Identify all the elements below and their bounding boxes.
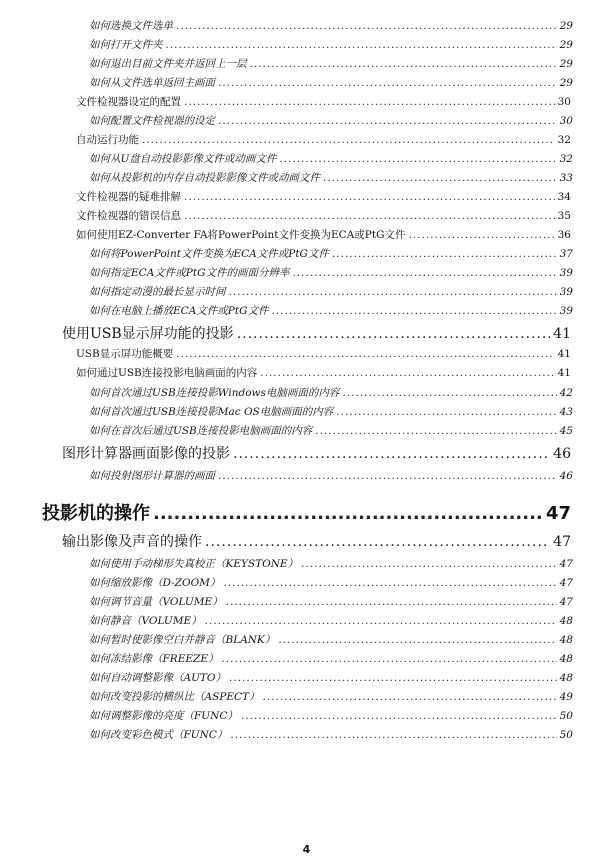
toc-entry-title: 如何改变彩色模式（FUNC） xyxy=(89,729,228,741)
toc-entry[interactable] xyxy=(0,305,573,317)
dot-leader xyxy=(184,191,555,203)
toc-entry[interactable] xyxy=(0,504,571,525)
toc-entry-page: 41 xyxy=(557,348,571,360)
dot-leader xyxy=(323,172,557,184)
toc-entry-title: 投影机的操作 xyxy=(42,503,150,524)
toc-entry-title: 如何调节音量（VOLUME） xyxy=(89,596,223,608)
toc-entry-page: 47 xyxy=(545,503,571,524)
toc-entry-page: 29 xyxy=(559,39,573,51)
dot-leader xyxy=(279,153,556,165)
dot-leader xyxy=(229,286,557,298)
toc-entry-title: 使用USB显示屏功能的投影 xyxy=(62,326,234,342)
toc-entry-title: 如何打开文件夹 xyxy=(89,39,163,51)
toc-entry-title: 如何缩放影像（D-ZOOM） xyxy=(89,577,221,589)
dot-leader xyxy=(263,691,557,703)
toc-entry-title: 如何在电脑上播放ECA文件或PtG文件 xyxy=(89,305,269,317)
toc-entry-page: 33 xyxy=(559,172,573,184)
toc-entry-page: 32 xyxy=(557,134,571,146)
toc-entry-title: 如何调整影像的亮度（FUNC） xyxy=(89,710,238,722)
toc-entry[interactable] xyxy=(0,153,573,165)
dot-leader xyxy=(301,558,557,570)
toc-entry-page: 48 xyxy=(559,615,573,627)
toc-entry[interactable] xyxy=(0,634,573,646)
toc-entry[interactable] xyxy=(0,615,573,627)
toc-entry-title: 如何指定ECA文件或PtG文件的画面分辨率 xyxy=(89,267,290,279)
dot-leader xyxy=(336,406,556,418)
toc-entry-title: 如何通过USB连接投影电脑画面的内容 xyxy=(76,367,258,379)
toc-entry-page: 29 xyxy=(559,20,573,32)
toc-entry-title: 自动运行功能 xyxy=(76,134,139,146)
toc-entry-page: 47 xyxy=(553,534,571,550)
toc-entry-page: 45 xyxy=(559,425,573,437)
toc-entry[interactable] xyxy=(0,172,573,184)
toc-entry[interactable] xyxy=(0,267,573,279)
dot-leader xyxy=(176,20,557,32)
toc-entry[interactable] xyxy=(0,58,573,70)
toc-entry-page: 48 xyxy=(559,653,573,665)
toc-entry-page: 35 xyxy=(557,210,571,222)
toc-entry-title: 如何自动调整影像（AUTO） xyxy=(89,672,227,684)
dot-leader xyxy=(292,267,556,279)
toc-entry[interactable] xyxy=(0,470,573,482)
toc-entry-title: 如何在首次后通过USB连接投影电脑画面的内容 xyxy=(89,425,313,437)
toc-entry-title: 如何首次通过USB连接投影Windows电脑画面的内容 xyxy=(89,387,340,399)
toc-entry[interactable] xyxy=(0,39,573,51)
toc-entry-page: 41 xyxy=(557,367,571,379)
toc-entry-page: 32 xyxy=(559,153,573,165)
toc-entry-title: 如何指定动漫的最长显示时间 xyxy=(89,286,226,298)
dot-leader xyxy=(218,77,557,89)
toc-entry-title: 如何选换文件选单 xyxy=(89,20,173,32)
toc-entry-title: 输出影像及声音的操作 xyxy=(62,534,202,550)
toc-entry-title: 如何从投影机的内存自动投影影像文件或动画文件 xyxy=(89,172,320,184)
toc-entry[interactable] xyxy=(0,406,573,418)
toc-entry[interactable] xyxy=(0,77,573,89)
toc-entry-page: 39 xyxy=(559,267,573,279)
toc-entry-title: 如何冻结影像（FREEZE） xyxy=(89,653,219,665)
toc-entry[interactable] xyxy=(0,134,571,146)
toc-entry[interactable] xyxy=(0,326,571,342)
page-number: 4 xyxy=(302,843,311,856)
toc-entry[interactable] xyxy=(0,115,573,127)
dot-leader xyxy=(205,615,557,627)
toc-entry-page: 39 xyxy=(559,305,573,317)
toc-entry[interactable] xyxy=(0,20,573,32)
toc-entry[interactable] xyxy=(0,191,571,203)
toc-entry[interactable] xyxy=(0,534,571,550)
toc-entry[interactable] xyxy=(0,387,573,399)
toc-entry[interactable] xyxy=(0,596,573,608)
toc-entry-page: 46 xyxy=(553,446,571,462)
toc-entry[interactable] xyxy=(0,691,573,703)
toc-entry-page: 30 xyxy=(557,96,571,108)
dot-leader xyxy=(205,534,550,550)
dot-leader xyxy=(332,248,557,260)
toc-entry-title: USB显示屏功能概要 xyxy=(76,348,174,360)
dot-leader xyxy=(223,577,556,589)
dot-leader xyxy=(176,348,554,360)
toc-entry-title: 如何退出目前文件夹并返回上一层 xyxy=(89,58,247,70)
toc-entry[interactable] xyxy=(0,425,573,437)
toc-entry-title: 如何静音（VOLUME） xyxy=(89,615,202,627)
toc-entry-title: 如何投射图形计算器的画面 xyxy=(89,470,215,482)
toc-entry-title: 图形计算器画面影像的投影 xyxy=(62,446,230,462)
toc-entry-title: 如何从U盘自动投影影像文件或动画文件 xyxy=(89,153,277,165)
toc-entry-page: 41 xyxy=(553,326,571,342)
toc-entry-title: 如何改变投影的横纵比（ASPECT） xyxy=(89,691,260,703)
toc-entry[interactable] xyxy=(0,248,573,260)
dot-leader xyxy=(229,672,557,684)
dot-leader xyxy=(226,596,557,608)
toc-entry-page: 50 xyxy=(559,729,573,741)
dot-leader xyxy=(184,96,555,108)
toc-entry-page: 48 xyxy=(559,634,573,646)
toc-entry[interactable] xyxy=(0,577,573,589)
toc-entry-page: 47 xyxy=(559,558,573,570)
dot-leader xyxy=(250,58,557,70)
toc-entry-page: 47 xyxy=(559,596,573,608)
dot-leader xyxy=(218,470,557,482)
toc-entry[interactable] xyxy=(0,653,573,665)
toc-entry-page: 42 xyxy=(559,387,573,399)
toc-entry[interactable] xyxy=(0,729,573,741)
toc-entry-title: 如何首次通过USB连接投影Mac OS电脑画面的内容 xyxy=(89,406,334,418)
dot-leader xyxy=(166,39,557,51)
toc-entry-page: 48 xyxy=(559,672,573,684)
toc-entry-page: 29 xyxy=(559,77,573,89)
dot-leader xyxy=(218,115,557,127)
toc-entry-page: 29 xyxy=(559,58,573,70)
toc-entry[interactable] xyxy=(0,96,571,108)
toc-entry[interactable] xyxy=(0,710,573,722)
dot-leader xyxy=(142,134,555,146)
toc-entry[interactable] xyxy=(0,446,571,462)
dot-leader xyxy=(342,387,556,399)
toc-entry-title: 如何配置文件检视器的设定 xyxy=(89,115,215,127)
dot-leader xyxy=(184,210,555,222)
toc-entry[interactable] xyxy=(0,286,573,298)
toc-entry-title: 如何使用EZ-Converter FA将PowerPoint文件变换为ECA或PtG文件 xyxy=(76,229,406,241)
toc-entry-title: 如何将PowerPoint文件变换为ECA文件或PtG文件 xyxy=(89,248,329,260)
toc-entry[interactable] xyxy=(0,558,573,570)
toc-entry-title: 文件检视器的疑难排解 xyxy=(76,191,181,203)
dot-leader xyxy=(278,634,556,646)
toc-entry-page: 49 xyxy=(559,691,573,703)
dot-leader xyxy=(241,710,557,722)
dot-leader xyxy=(271,305,556,317)
toc-entry-page: 34 xyxy=(557,191,571,203)
toc-entry-title: 文件检视器设定的配置 xyxy=(76,96,181,108)
dot-leader xyxy=(230,729,556,741)
toc-entry-page: 43 xyxy=(559,406,573,418)
toc-entry-title: 文件检视器的错误信息 xyxy=(76,210,181,222)
dot-leader xyxy=(233,446,550,462)
dot-leader xyxy=(408,229,554,241)
dot-leader xyxy=(221,653,556,665)
dot-leader xyxy=(315,425,556,437)
toc-entry[interactable] xyxy=(0,229,571,241)
dot-leader xyxy=(237,326,550,342)
toc-entry-page: 37 xyxy=(559,248,573,260)
toc-entry-page: 36 xyxy=(557,229,571,241)
toc-entry[interactable] xyxy=(0,210,571,222)
toc-entry-page: 47 xyxy=(559,577,573,589)
dot-leader xyxy=(153,504,543,525)
toc-entry[interactable] xyxy=(0,672,573,684)
toc-entry-page: 39 xyxy=(559,286,573,298)
toc-entry[interactable] xyxy=(0,348,571,360)
toc-entry-title: 如何从文件选单返回主画面 xyxy=(89,77,215,89)
toc-entry-page: 46 xyxy=(559,470,573,482)
toc-entry[interactable] xyxy=(0,367,571,379)
toc-entry-title: 如何使用手动梯形失真校正（KEYSTONE） xyxy=(89,558,299,570)
toc-entry-page: 30 xyxy=(559,115,573,127)
dot-leader xyxy=(260,367,554,379)
toc-entry-title: 如何暂时使影像空白并静音（BLANK） xyxy=(89,634,276,646)
toc-entry-page: 50 xyxy=(559,710,573,722)
